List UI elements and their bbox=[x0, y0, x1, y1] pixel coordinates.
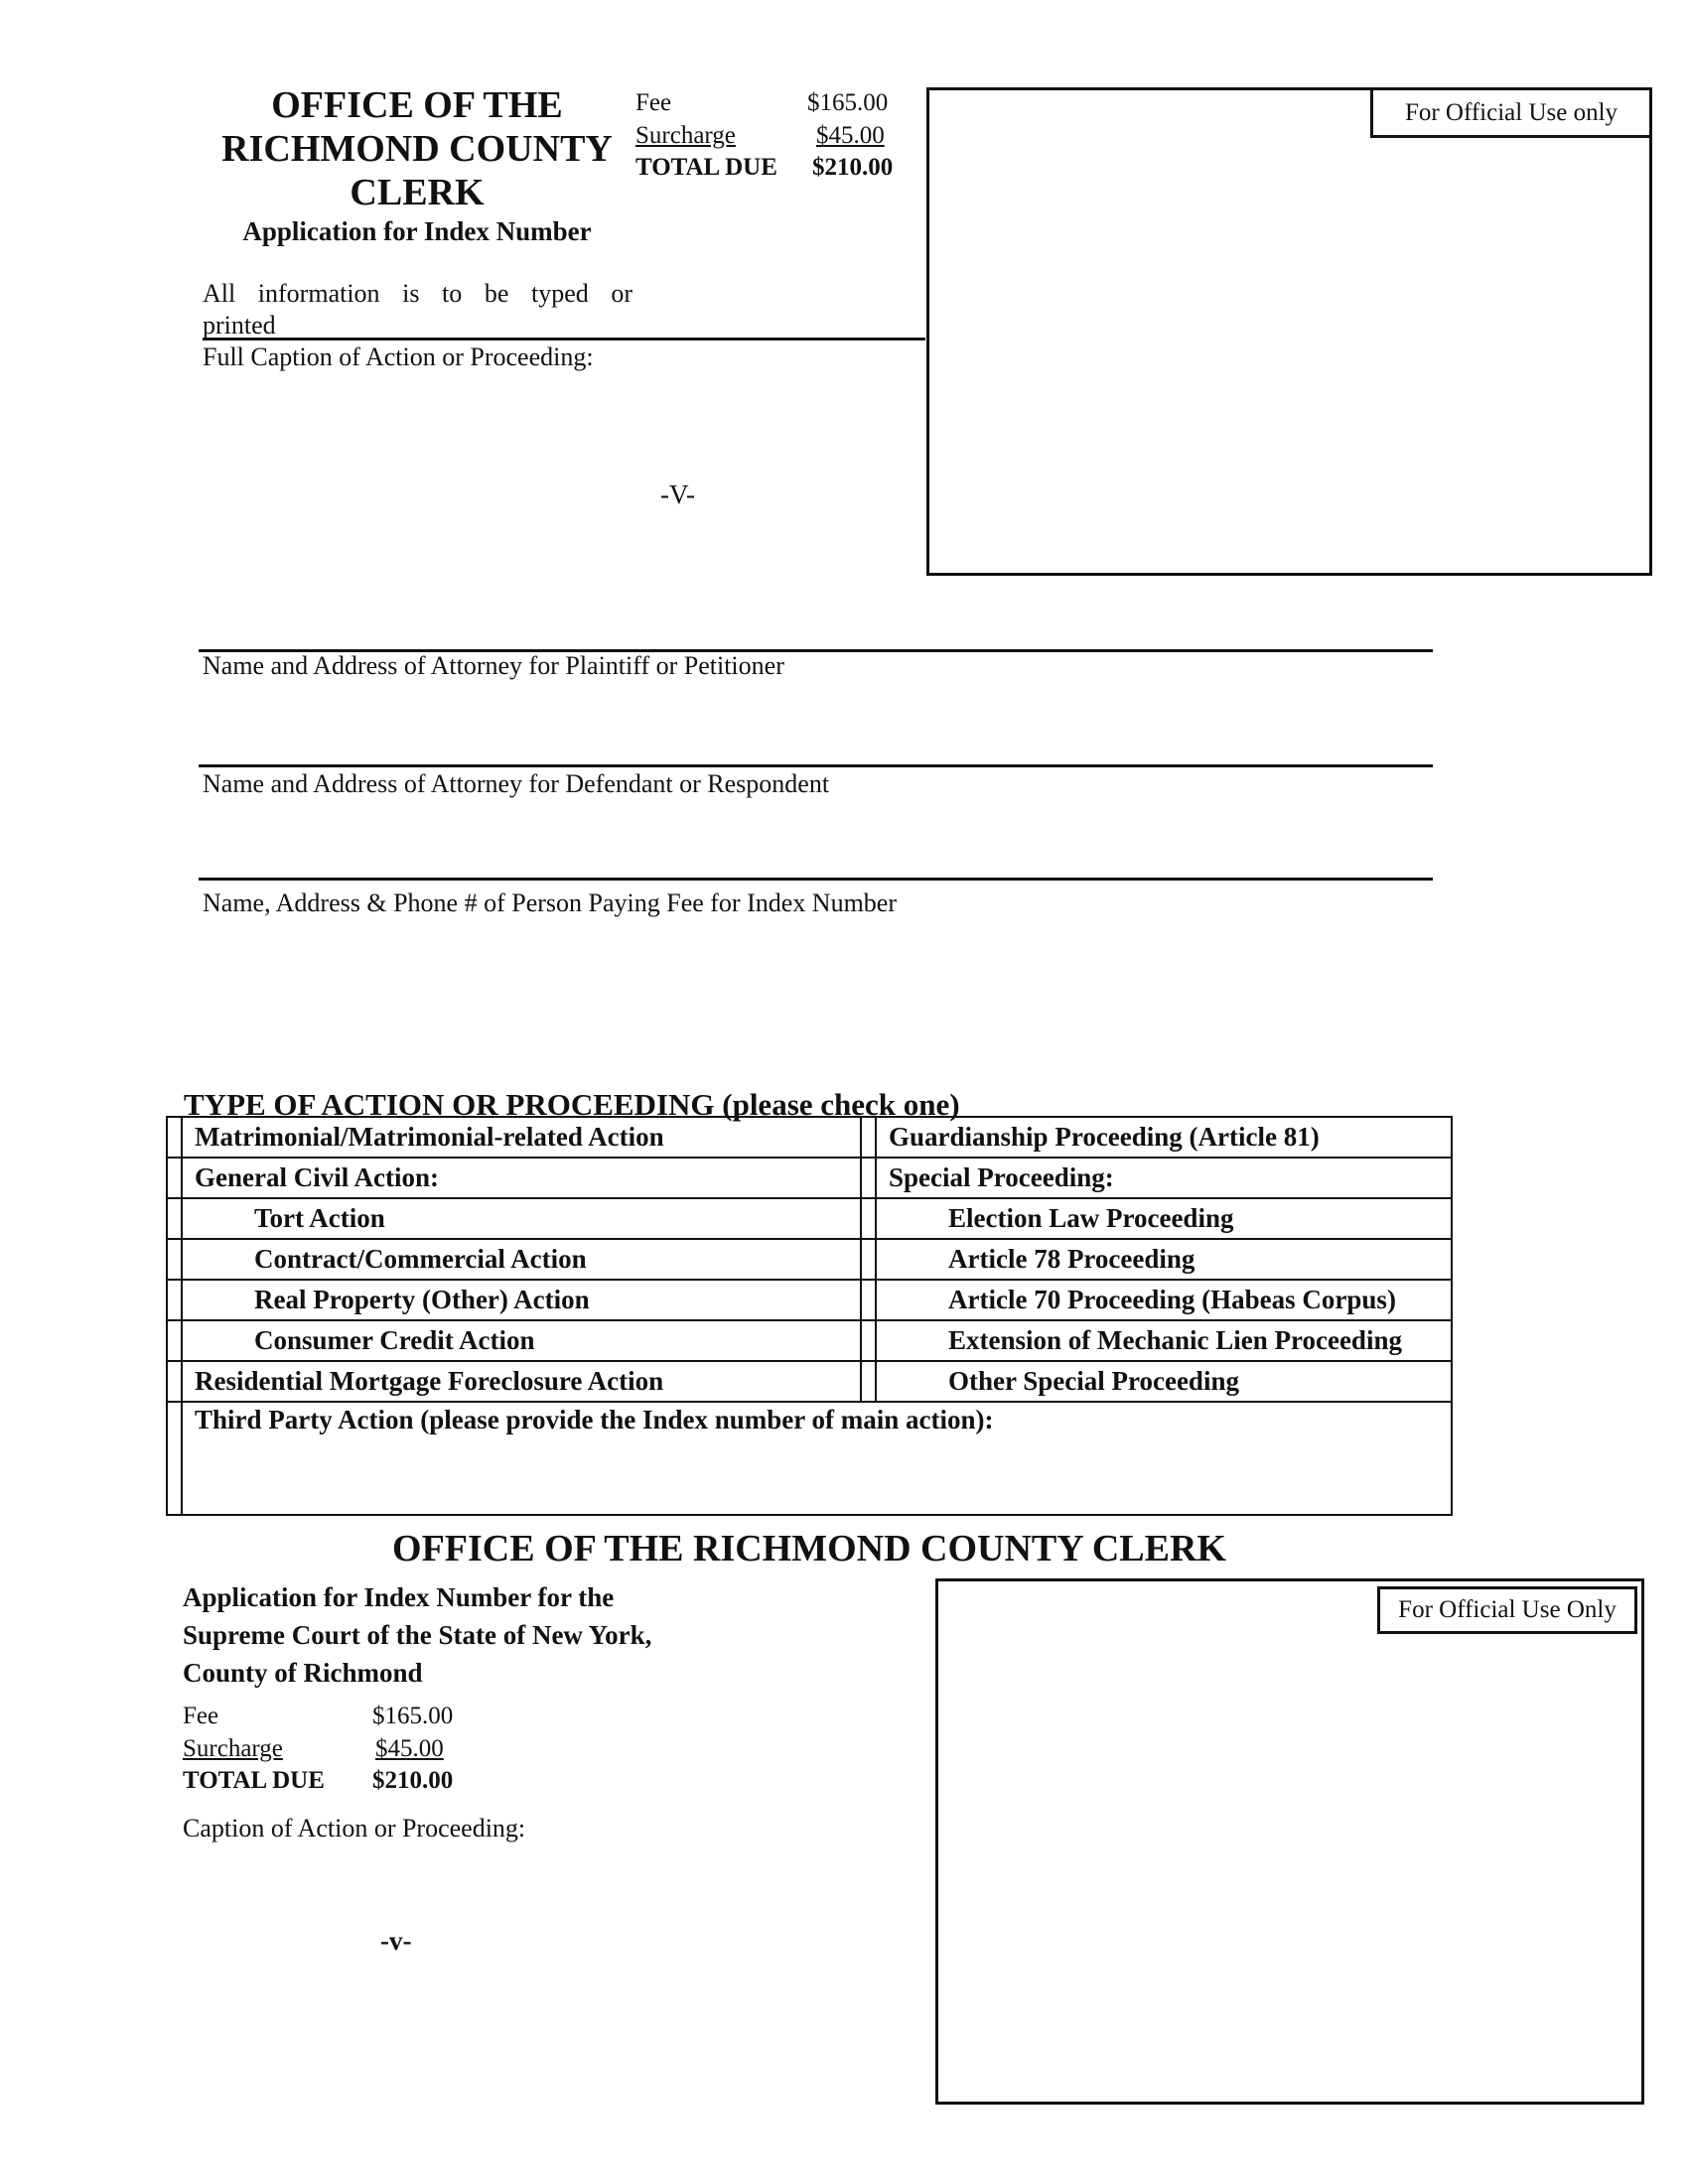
checkbox-mortgage-foreclosure[interactable] bbox=[167, 1361, 182, 1402]
checkbox-special-proceeding[interactable] bbox=[861, 1158, 876, 1198]
bottom-total-value: $210.00 bbox=[372, 1767, 454, 1794]
checkbox-tort[interactable] bbox=[167, 1198, 182, 1239]
checkbox-consumer-credit[interactable] bbox=[167, 1320, 182, 1361]
table-row bbox=[167, 1198, 1452, 1239]
checkbox-general-civil[interactable] bbox=[167, 1158, 182, 1198]
official-use-box bbox=[926, 87, 1652, 576]
office-title bbox=[199, 83, 635, 214]
office-title-line3: CLERK bbox=[350, 172, 485, 213]
instructions-line1: All information is to be typed or bbox=[203, 279, 633, 308]
option-label: Other Special Proceeding bbox=[876, 1361, 1452, 1402]
bottom-official-use-label-box bbox=[1377, 1586, 1637, 1634]
option-label: Guardianship Proceeding (Article 81) bbox=[876, 1117, 1452, 1158]
bottom-official-use-box bbox=[935, 1578, 1644, 2105]
bottom-surcharge-label: Surcharge bbox=[183, 1735, 283, 1762]
option-label: Consumer Credit Action bbox=[182, 1320, 861, 1361]
option-label: Extension of Mechanic Lien Proceeding bbox=[876, 1320, 1452, 1361]
table-row bbox=[167, 1158, 1452, 1198]
option-label: Residential Mortgage Foreclosure Action bbox=[182, 1361, 861, 1402]
form-subtitle: Application for Index Number bbox=[242, 216, 592, 246]
table-row bbox=[167, 1280, 1452, 1320]
checkbox-guardianship[interactable] bbox=[861, 1117, 876, 1158]
checkbox-contract-commercial[interactable] bbox=[167, 1239, 182, 1280]
action-type-heading: TYPE OF ACTION OR PROCEEDING (please check one) bbox=[184, 1087, 960, 1122]
bottom-subtitle bbox=[183, 1578, 651, 1692]
checkbox-election-law[interactable] bbox=[861, 1198, 876, 1239]
instructions bbox=[203, 278, 633, 341]
payer-input[interactable] bbox=[199, 928, 1433, 1077]
option-label: Article 70 Proceeding (Habeas Corpus) bbox=[876, 1280, 1452, 1320]
total-due-value: $210.00 bbox=[812, 154, 894, 181]
bottom-versus-label: -v- bbox=[380, 1926, 412, 1956]
office-title-line1: OFFICE OF THE bbox=[271, 84, 563, 126]
option-label: Matrimonial/Matrimonial-related Action bbox=[182, 1117, 861, 1158]
table-row bbox=[167, 1402, 1452, 1515]
table-row bbox=[167, 1239, 1452, 1280]
caption-label: Full Caption of Action or Proceeding: bbox=[203, 342, 594, 371]
bottom-caption-input-area[interactable] bbox=[183, 1856, 908, 2105]
caption-divider bbox=[203, 338, 925, 341]
option-label: Contract/Commercial Action bbox=[182, 1239, 861, 1280]
table-row bbox=[167, 1117, 1452, 1158]
option-label: Special Proceeding: bbox=[876, 1158, 1452, 1198]
option-label: General Civil Action: bbox=[182, 1158, 861, 1198]
table-row bbox=[167, 1361, 1452, 1402]
table-row bbox=[167, 1320, 1452, 1361]
payer-line bbox=[199, 878, 1433, 881]
bottom-total-label: TOTAL DUE bbox=[183, 1767, 325, 1794]
defendant-attorney-input[interactable] bbox=[199, 806, 1433, 878]
checkbox-article-70[interactable] bbox=[861, 1280, 876, 1320]
action-type-table bbox=[166, 1116, 1453, 1516]
checkbox-real-property[interactable] bbox=[167, 1280, 182, 1320]
plaintiff-attorney-input[interactable] bbox=[199, 690, 1433, 763]
checkbox-third-party[interactable] bbox=[167, 1402, 182, 1515]
official-use-label-box bbox=[1370, 87, 1652, 138]
option-label: Tort Action bbox=[182, 1198, 861, 1239]
checkbox-other-special[interactable] bbox=[861, 1361, 876, 1402]
bottom-office-title: OFFICE OF THE RICHMOND COUNTY CLERK bbox=[392, 1528, 1226, 1570]
fee-row bbox=[635, 89, 671, 117]
checkbox-mechanic-lien[interactable] bbox=[861, 1320, 876, 1361]
checkbox-article-78[interactable] bbox=[861, 1239, 876, 1280]
bottom-fee-label: Fee bbox=[183, 1703, 219, 1729]
checkbox-matrimonial[interactable] bbox=[167, 1117, 182, 1158]
defendant-attorney-line bbox=[199, 764, 1433, 767]
option-label: Election Law Proceeding bbox=[876, 1198, 1452, 1239]
surcharge-value: $45.00 bbox=[816, 122, 885, 149]
plaintiff-attorney-label: Name and Address of Attorney for Plaintiff or Petitioner bbox=[203, 651, 784, 680]
fee-label: Fee bbox=[635, 89, 672, 116]
instructions-line2: printed bbox=[203, 311, 276, 340]
official-use-label: For Official Use only bbox=[1404, 98, 1618, 126]
bottom-fee-value: $165.00 bbox=[372, 1703, 454, 1729]
fee-value: $165.00 bbox=[807, 89, 889, 116]
defendant-attorney-label: Name and Address of Attorney for Defendant or Respondent bbox=[203, 769, 830, 798]
bottom-subtitle-line1: Application for Index Number for the bbox=[183, 1582, 615, 1612]
bottom-caption-label: Caption of Action or Proceeding: bbox=[183, 1814, 526, 1843]
payer-label: Name, Address & Phone # of Person Paying Fee for Index Number bbox=[203, 888, 897, 917]
option-label: Real Property (Other) Action bbox=[182, 1280, 861, 1320]
bottom-official-use-label: For Official Use Only bbox=[1398, 1596, 1617, 1623]
third-party-label[interactable]: Third Party Action (please provide the Index number of main action): bbox=[182, 1402, 1452, 1515]
surcharge-label: Surcharge bbox=[635, 122, 736, 149]
bottom-subtitle-line3: County of Richmond bbox=[183, 1658, 423, 1688]
versus-label: -V- bbox=[660, 479, 696, 509]
total-due-label: TOTAL DUE bbox=[635, 154, 777, 181]
bottom-subtitle-line2: Supreme Court of the State of New York, bbox=[183, 1620, 652, 1650]
option-label: Article 78 Proceeding bbox=[876, 1239, 1452, 1280]
office-title-line2: RICHMOND COUNTY bbox=[221, 128, 613, 170]
caption-input-area[interactable] bbox=[203, 382, 917, 611]
bottom-surcharge-value: $45.00 bbox=[375, 1735, 444, 1762]
